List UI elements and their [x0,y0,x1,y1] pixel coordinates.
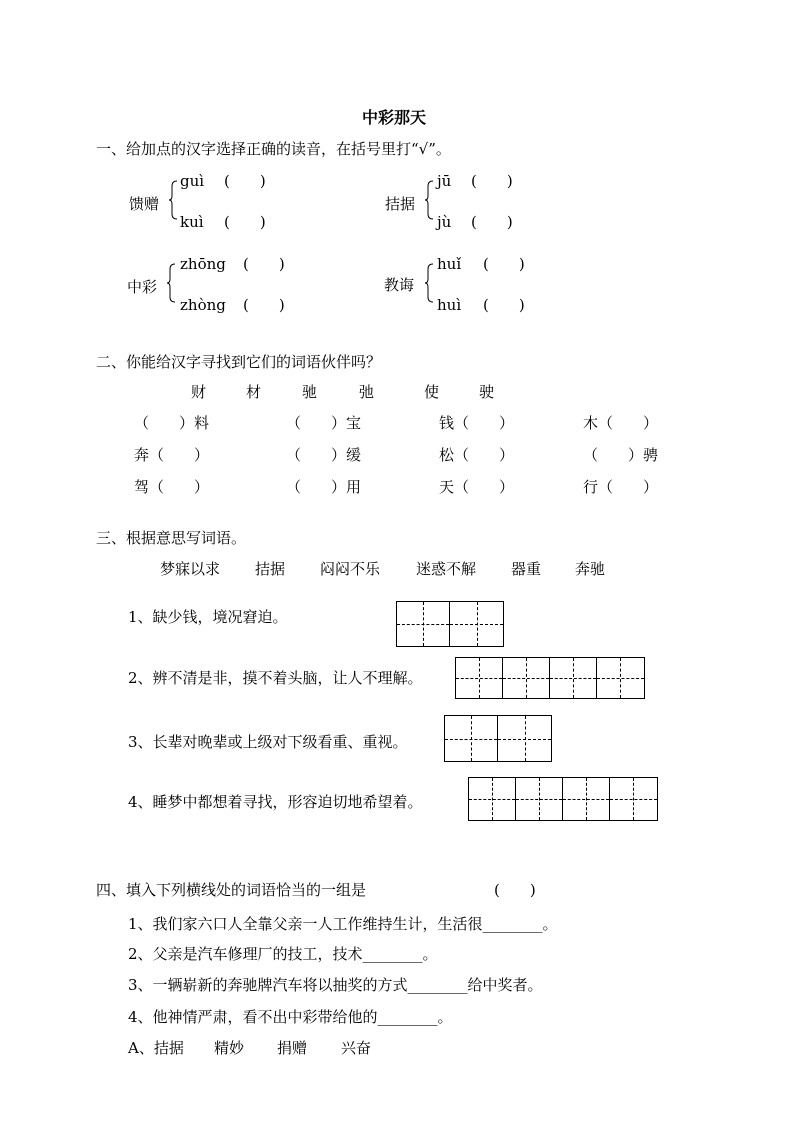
answer-paren[interactable]: ( ) [471,213,513,231]
character-option: 驰 [302,383,318,401]
grid-cell[interactable] [445,716,498,761]
word-option: 闷闷不乐 [320,560,381,578]
page-title: 中彩那天 [362,108,427,127]
answer-paren[interactable]: ( ) [483,296,525,314]
fill-in-sentence: 2、父亲是汽车修理厂的技工，技术________。 [128,945,438,963]
fill-in-sentence: 3、一辆崭新的奔驰牌汽车将以抽奖的方式________给中奖者。 [128,976,543,994]
grid-cell[interactable] [563,778,610,820]
answer-paren[interactable]: ( ) [494,881,536,899]
word-option: 迷惑不解 [416,560,477,578]
grid-cell[interactable] [469,778,516,820]
word-label: 馈赠 [129,195,160,213]
brace-icon [425,180,433,220]
section3-heading: 三、根据意思写词语。 [96,529,247,547]
grid-cell[interactable] [503,658,550,698]
word-blank[interactable]: 驾（ ） [134,478,210,496]
grid-cell[interactable] [456,658,503,698]
character-option: 财 [191,383,207,401]
grid-cell[interactable] [516,778,563,820]
answer-paren[interactable]: ( ) [224,213,266,231]
word-option: 器重 [511,560,542,578]
grid-cell[interactable] [450,602,503,646]
definition-question: 1、缺少钱，境况窘迫。 [128,608,288,626]
answer-paren[interactable]: ( ) [471,172,513,190]
choice-word: 兴奋 [341,1039,372,1057]
writing-grid[interactable] [444,715,552,762]
choice-word: 捐赠 [277,1039,308,1057]
word-label: 教诲 [384,276,415,294]
word-label: 中彩 [127,278,158,296]
section2-heading: 二、你能给汉字寻找到它们的词语伙伴吗？ [96,353,382,371]
section4-heading: 四、填入下列横线处的词语恰当的一组是 [96,881,367,899]
writing-grid[interactable] [455,657,645,699]
writing-grid[interactable] [468,777,658,821]
fill-in-sentence: 4、他神情严肃，看不出中彩带给他的________。 [128,1008,453,1026]
brace-icon [425,263,433,303]
pinyin-option: huǐ [437,255,462,273]
grid-cell[interactable] [397,602,450,646]
word-blank[interactable]: 天（ ） [439,478,515,496]
choice-word: A、拮据 [128,1039,184,1057]
answer-paren[interactable]: ( ) [243,296,285,314]
brace-icon [167,263,175,303]
word-option: 拮据 [255,560,286,578]
word-blank[interactable]: （ ）料 [134,414,210,432]
pinyin-option: guì [180,172,205,190]
character-option: 弛 [359,383,375,401]
word-blank[interactable]: 木（ ） [583,414,659,432]
definition-question: 2、辨不清是非，摸不着头脑，让人不理解。 [128,669,423,687]
grid-cell[interactable] [610,778,657,820]
fill-in-sentence: 1、我们家六口人全靠父亲一人工作维持生计，生活很________。 [128,915,558,933]
grid-cell[interactable] [498,716,551,761]
pinyin-option: zhōng [180,255,226,273]
answer-paren[interactable]: ( ) [483,255,525,273]
definition-question: 4、睡梦中都想着寻找，形容迫切地希望着。 [128,793,423,811]
pinyin-option: huì [437,296,462,314]
word-blank[interactable]: （ ）缓 [286,446,362,464]
word-blank[interactable]: 行（ ） [583,478,659,496]
grid-cell[interactable] [550,658,597,698]
character-option: 材 [246,383,262,401]
pinyin-option: jū [437,172,452,190]
word-blank[interactable]: （ ）用 [286,478,362,496]
word-blank[interactable]: （ ）骋 [583,446,659,464]
word-blank[interactable]: 奔（ ） [134,446,210,464]
character-option: 使 [424,383,440,401]
pinyin-option: jù [437,213,452,231]
brace-icon [169,180,177,220]
definition-question: 3、长辈对晚辈或上级对下级看重、重视。 [128,733,408,751]
word-option: 奔驰 [575,560,606,578]
answer-paren[interactable]: ( ) [224,172,266,190]
word-blank[interactable]: 钱（ ） [439,414,515,432]
grid-cell[interactable] [597,658,644,698]
pinyin-option: kuì [180,213,204,231]
writing-grid[interactable] [396,601,504,647]
section1-heading: 一、给加点的汉字选择正确的读音，在括号里打“√”。 [96,140,451,158]
word-option: 梦寐以求 [160,560,221,578]
word-blank[interactable]: 松（ ） [439,446,515,464]
word-blank[interactable]: （ ）宝 [286,414,362,432]
answer-paren[interactable]: ( ) [243,255,285,273]
pinyin-option: zhòng [180,296,226,314]
choice-word: 精妙 [214,1039,245,1057]
word-label: 拮据 [385,195,416,213]
character-option: 驶 [479,383,495,401]
